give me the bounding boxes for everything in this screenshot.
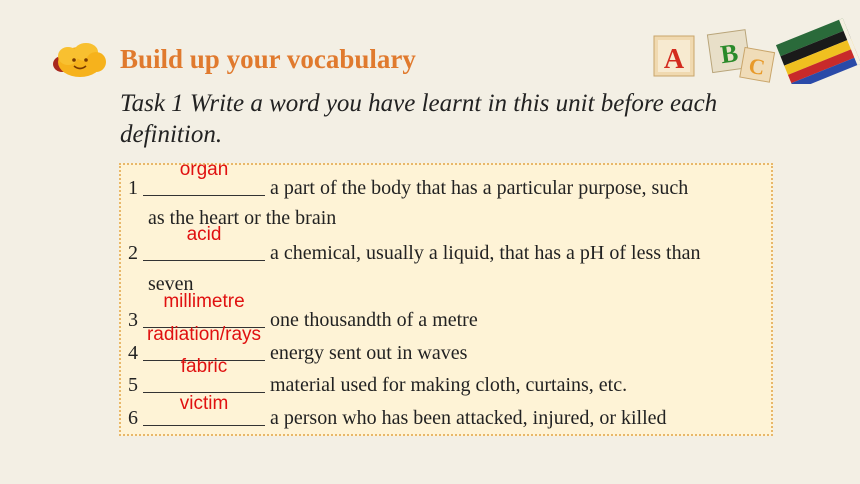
item-number: 1 — [128, 177, 138, 199]
answer-blank — [143, 393, 265, 426]
list-item — [128, 224, 701, 265]
block-b-letter: B — [718, 38, 740, 70]
answer-text: radiation/rays — [146, 324, 262, 345]
answer-text: millimetre — [163, 291, 245, 312]
item-number: 4 — [128, 342, 138, 364]
definition-continuation: seven — [148, 273, 194, 295]
definition-text: a chemical, usually a liquid, that has a pH of less than — [270, 242, 701, 264]
section-heading: Build up your vocabulary — [120, 44, 416, 74]
item-number: 2 — [128, 242, 138, 264]
answer-text: acid — [186, 224, 222, 245]
task-instruction: Task 1 Write a word you have learnt in this unit before each definition. — [120, 90, 718, 148]
list-item — [128, 159, 689, 200]
abc-blocks-books-icon — [652, 8, 860, 84]
answer-blank — [143, 224, 265, 261]
answer-text: organ — [179, 159, 229, 180]
block-c-letter: C — [746, 52, 767, 81]
item-number: 5 — [128, 374, 138, 396]
block-a-letter: A — [663, 44, 685, 75]
answer-text: fabric — [180, 356, 228, 377]
definition-text: a part of the body that has a particular purpose, such — [270, 177, 689, 199]
definition-text: a person who has been attacked, injured, or killed — [270, 407, 667, 429]
smiling-cloud-icon — [52, 42, 108, 80]
definition-text: material used for making cloth, curtains, etc. — [270, 374, 628, 396]
answer-text: victim — [179, 393, 229, 414]
list-item — [128, 393, 667, 430]
definition-text: energy sent out in waves — [270, 342, 468, 364]
answer-blank — [143, 159, 265, 196]
item-number: 6 — [128, 407, 138, 429]
answer-blank — [143, 356, 265, 393]
definition-text: one thousandth of a metre — [270, 309, 478, 331]
item-number: 3 — [128, 309, 138, 331]
definition-continuation: as the heart or the brain — [148, 207, 337, 229]
